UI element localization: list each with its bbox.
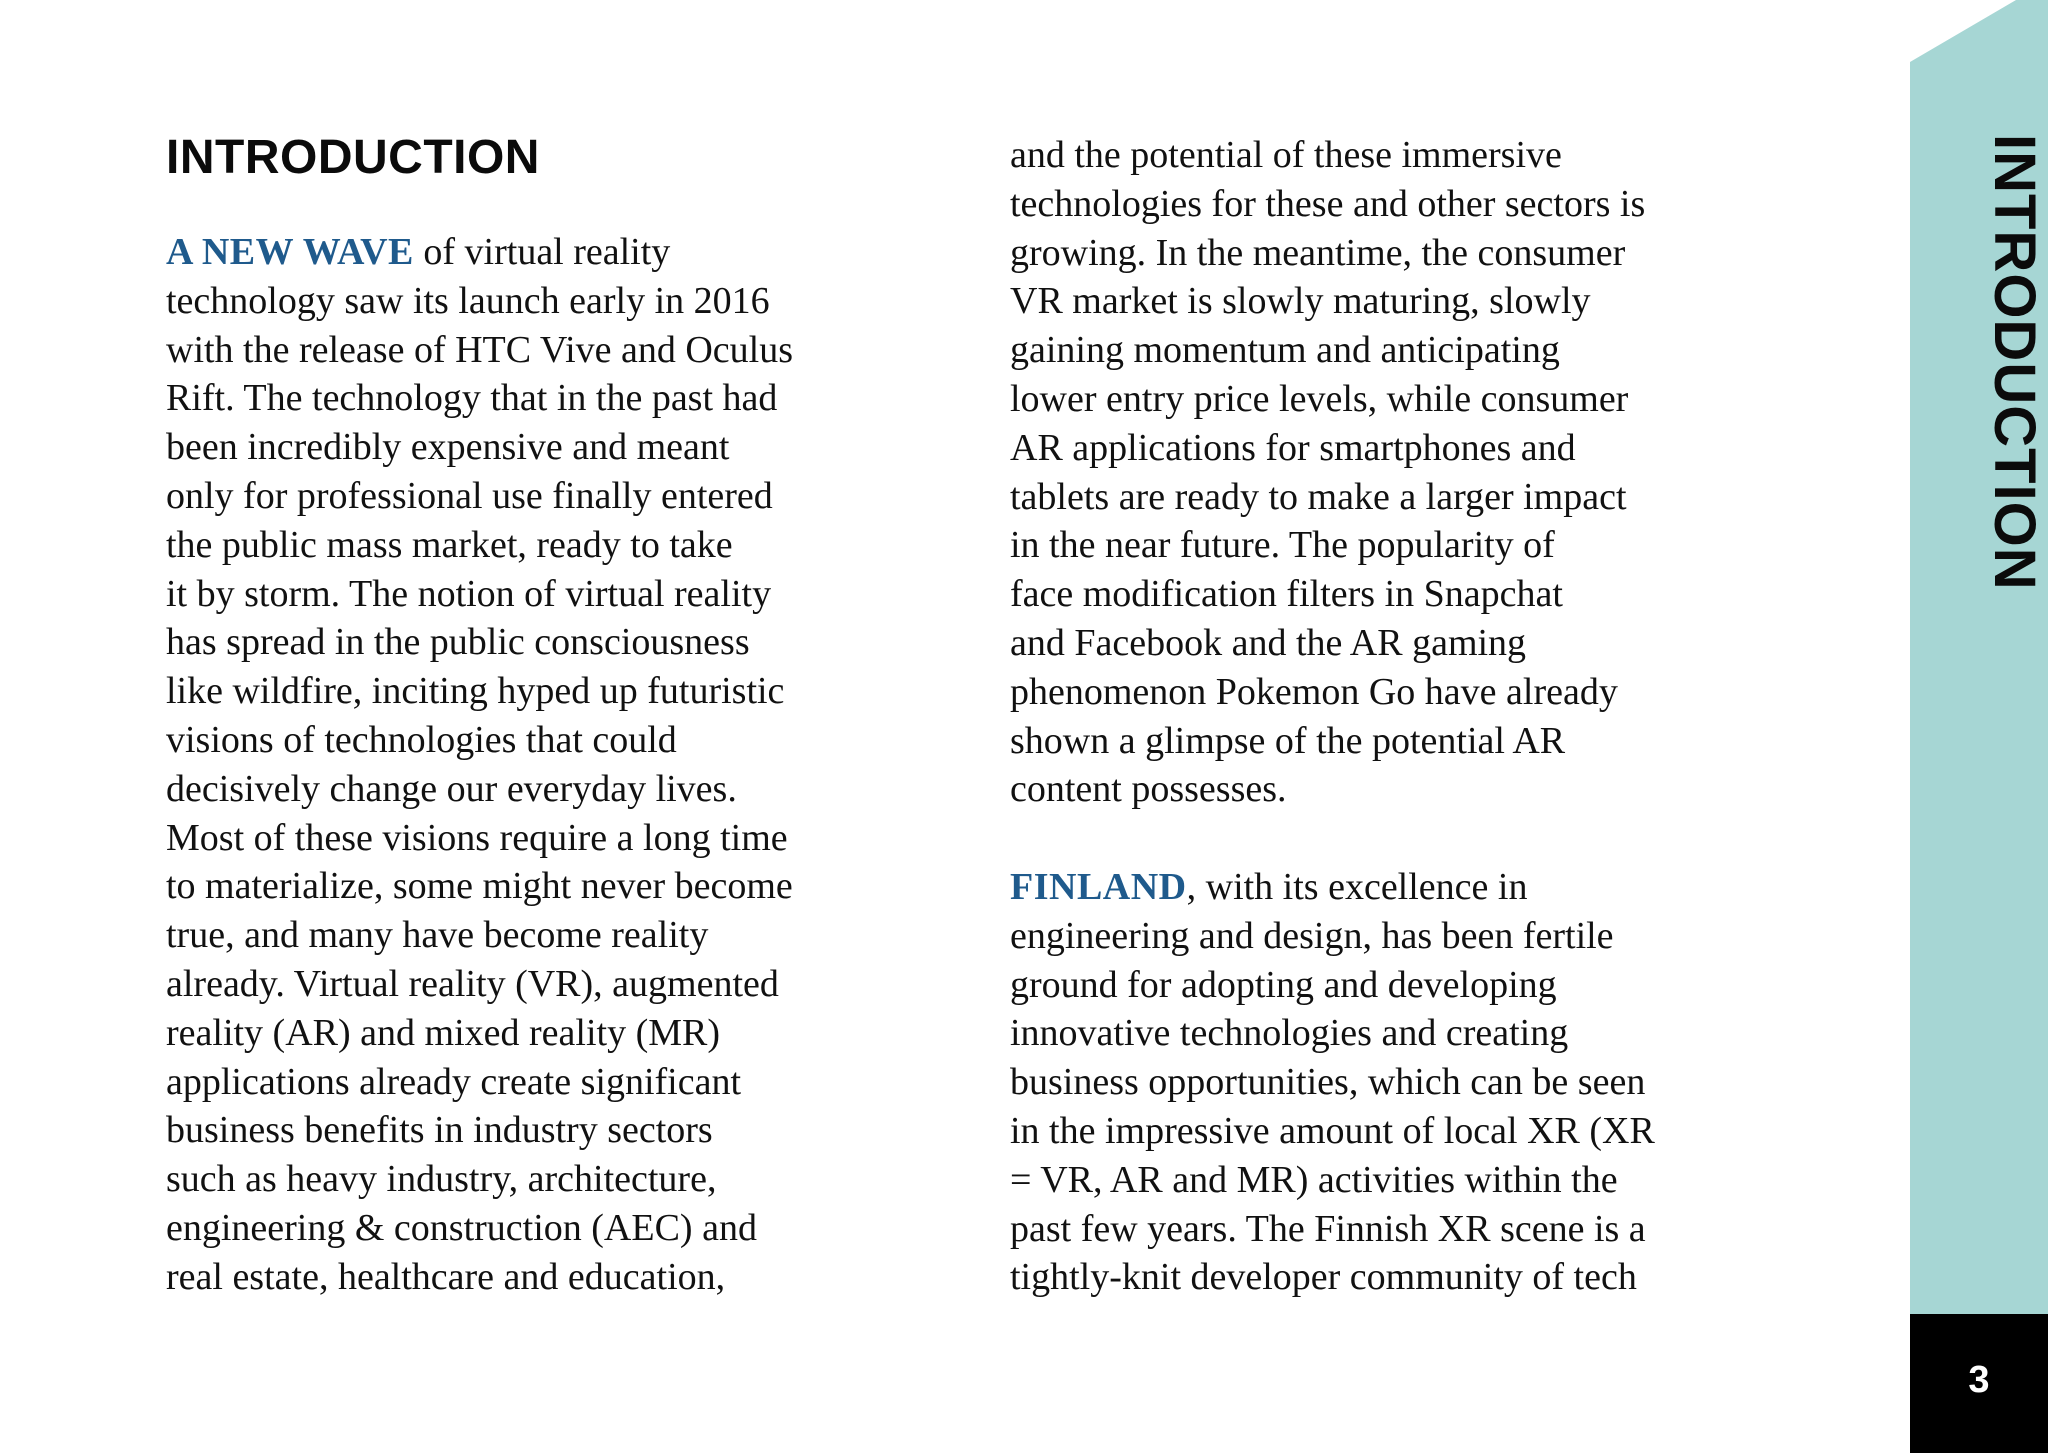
paragraph-line: reality (AR) and mixed reality (MR) (166, 1011, 721, 1054)
paragraph-line: been incredibly expensive and meant (166, 426, 730, 469)
paragraph-line: VR market is slowly maturing, slowly (1010, 280, 1591, 323)
paragraph-line: only for professional use finally entered (166, 474, 773, 517)
paragraph-line: phenomenon Pokemon Go have already (1010, 670, 1618, 713)
paragraph-line: already. Virtual reality (VR), augmented (166, 962, 779, 1005)
paragraph-line: business opportunities, which can be seen (1010, 1061, 1646, 1104)
paragraph-line: visions of technologies that could (166, 718, 677, 761)
paragraph-line: Most of these visions require a long time (166, 816, 788, 859)
paragraph-line: gaining momentum and anticipating (1010, 329, 1560, 372)
page-heading: INTRODUCTION (166, 131, 540, 184)
line-text: , with its excellence in (1186, 865, 1528, 908)
paragraph-line: to materialize, some might never become (166, 865, 793, 908)
paragraph-line: technologies for these and other sectors is (1010, 182, 1646, 225)
right-column (1010, 131, 1655, 1302)
paragraph-line: ground for adopting and developing (1010, 963, 1557, 1006)
paragraph-line: engineering and design, has been fertile (1010, 914, 1614, 957)
lead-in-finland: FINLAND (1010, 865, 1187, 908)
paragraph-line: like wildfire, inciting hyped up futuristic (166, 670, 785, 713)
page-number: 3 (1968, 1359, 1990, 1401)
paragraph-line: and the potential of these immersive (1010, 134, 1562, 176)
paragraph-line: content possesses. (1010, 768, 1287, 811)
paragraph-line: true, and many have become reality (166, 914, 709, 957)
paragraph-line: it by storm. The notion of virtual reality (166, 572, 772, 615)
lead-in-new-wave: A NEW WAVE (166, 231, 414, 273)
paragraph-line: tightly-knit developer community of tech (1010, 1256, 1637, 1299)
paragraph-line: with the release of HTC Vive and Oculus (166, 328, 794, 371)
paragraph-line: business benefits in industry sectors (166, 1109, 713, 1152)
paragraph-gap (1010, 814, 1655, 863)
paragraph-line: Rift. The technology that in the past had (166, 377, 778, 420)
paragraph-line: AR applications for smartphones and (1010, 426, 1576, 469)
paragraph-line: the public mass market, ready to take (166, 523, 733, 566)
paragraph-line: tablets are ready to make a larger impact (1010, 475, 1627, 518)
paragraph-line: such as heavy industry, architecture, (166, 1158, 717, 1201)
paragraph-line: and Facebook and the AR gaming (1010, 621, 1527, 664)
paragraph-line: growing. In the meantime, the consumer (1010, 231, 1626, 274)
paragraph-line: face modification filters in Snapchat (1010, 573, 1563, 616)
side-tab-title: INTRODUCTION (1982, 134, 2047, 591)
paragraph-line: lower entry price levels, while consumer (1010, 377, 1629, 420)
paragraph-line (1010, 863, 1655, 912)
paragraph-line: technology saw its launch early in 2016 (166, 279, 770, 322)
line-text: of virtual reality (413, 231, 671, 273)
page-number-box (1910, 1314, 2048, 1453)
paragraph-line: real estate, healthcare and education, (166, 1255, 726, 1298)
paragraph-line: decisively change our everyday lives. (166, 767, 737, 810)
paragraph-line (166, 228, 793, 277)
paragraph-line: engineering & construction (AEC) and (166, 1206, 757, 1249)
paragraph-line: in the near future. The popularity of (1010, 524, 1555, 567)
paragraph-line: past few years. The Finnish XR scene is a (1010, 1207, 1646, 1250)
left-column (166, 228, 793, 1302)
paragraph-line: = VR, AR and MR) activities within the (1010, 1158, 1618, 1201)
paragraph-line: has spread in the public consciousness (166, 621, 750, 664)
paragraph-line: innovative technologies and creating (1010, 1012, 1569, 1055)
paragraph-line: in the impressive amount of local XR (XR (1010, 1109, 1655, 1152)
paragraph-line: shown a glimpse of the potential AR (1010, 719, 1566, 762)
paragraph-line: applications already create significant (166, 1060, 742, 1103)
